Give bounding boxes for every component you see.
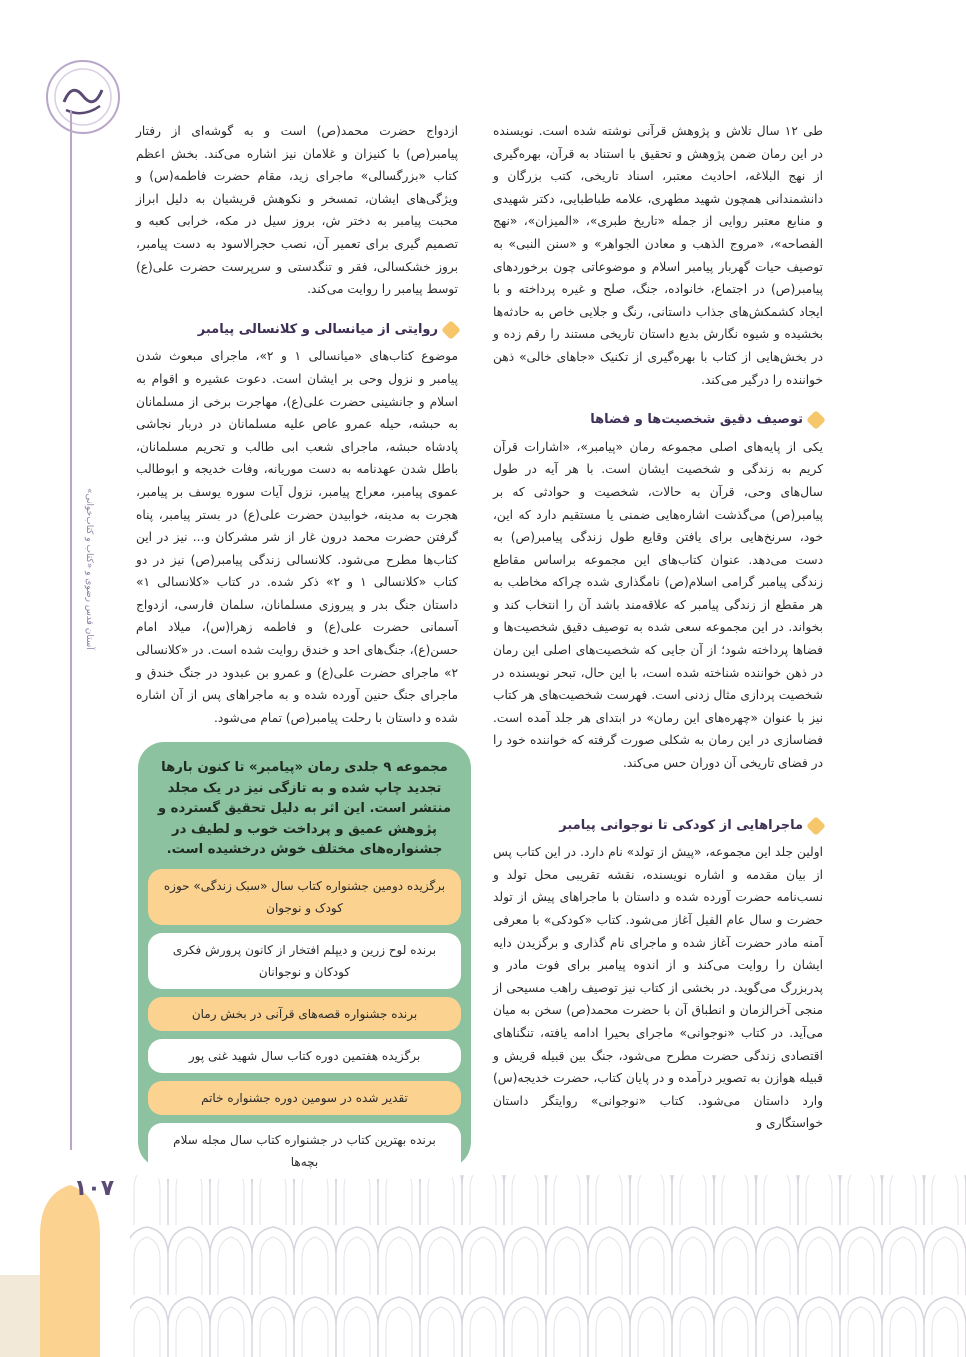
- diamond-bullet-icon: [441, 320, 461, 340]
- section-paragraph: یکی از پایه‌های اصلی مجموعه رمان «پیامبر»، «اشارات قرآن کریم به زندگی و شخصیت ایشان است. با هر آیه در طول سال‌های وحی، قرآن به حالات، شخصیت و حوادثی که بر پیامبر(ص) می‌گذشت اشاره‌هایی ضمنی یا مستقیم دارد که این، خود، سرنخ‌هایی برای یافتن وقایع طول زندگی پیامبر(ص) به دست می‌دهد. عنوان کتاب‌های این مجموعه براساس مقاطع زندگی پیامبر گرامی اسلام(ص) نامگذاری شده چراکه مخاطب به هر مقطع از زندگی پیامبر که علاقه‌مند باشد آن را انتخاب کند و بخواند. در این مجموعه سعی شده به توصیف دقیق شخصیت‌ها و فضاها پرداخته شود؛ از آن جایی که شخصیت‌های اصلی این رمان در ذهن خواننده شناخته شده است، با این حال، تبحر نویسنده در شخصیت پردازی مثال زدنی است. فهرست شخصیت‌های هر کتاب نیز با عنوان «چهره‌های این رمان» در ابتدای هر جلد آمده است. فضاسازی در این رمان به شکلی صورت گرفته که خواننده خود را در فضای تاریخی آن دوران حس می‌کند.: [493, 439, 823, 771]
- right-intro-paragraph: طی ۱۲ سال تلاش و پژوهش قرآنی نوشته شده است. نویسنده در این رمان ضمن پژوهش و تحقیق با استناد به قرآن، بهره‌گیری از نهج البلاغه، احادیث معتبر، اسناد تاریخی، کتب بزرگان و دانشمندانی همچون شهید مطهری، علامه طباطبایی، دکتر شهیدی و منابع معتبر روایی از جمله «تاریخ طبری»، «المیزان»، «نهج الفصاحه»، «مروج الذهب و معادن الجواهر» و «سنن النبی» به توصیف حیات گهربار پیامبر اسلام و موضوعاتی چون برخوردهای پیامبر(ص) در اجتماع، خانواده، جنگ، صلح و غیره پرداخته و با ایجاد کشمکش‌های جذاب داستانی، رنگ و جلایی خاص به حادثه‌ها بخشیده و شیوه نگارش بدیع داستان تاریخی مستند را رقم زده و در بخش‌هایی از کتاب با بهره‌گیری از تکنیک «جاهای خالی» ذهن خواننده را درگیر می‌کند.: [493, 124, 823, 387]
- section-paragraph: موضوع کتاب‌های «میانسالی ۱ و ۲»، ماجرای مبعوث شدن پیامبر و نزول وحی بر ایشان است. دعوت عشیره و اقوام به اسلام و جانشینی حضرت علی(ع)، مهاجرت برخی از مسلمانان به حبشه، حیله عمرو عاص علیه مسلمانان در دربار نجاشی پادشاه حبشه، ماجرای شعب ابی طالب و تحریم مسلمانان، باطل شدن عهدنامه به دست موریانه، وفات خدیجه و ابوطالب عموی پیامبر، معراج پیامبر، نزول آیات سوره یوسف بر پیامبر، هجرت به مدینه، خوابیدن حضرت علی(ع) در بستر پیامبر، پناه گرفتن حضرت محمد درون غار از شر مشرکان و... نیز در این کتاب‌ها مطرح می‌شود. کلانسالی زندگی پیامبر(ص) نیز در دو کتاب «کلانسالی ۱ و ۲» ذکر شده. در کتاب «کلانسالی ۱» داستان جنگ بدر و پیروزی مسلمانان، سلمان فارسی، ازدواج آسمانی حضرت علی(ع) و فاطمه زهرا(س)، میلاد امام حسن(ع)، جنگ‌های احد و خندق روایت شده است. در «کلانسالی ۲» ماجرای حضرت علی(ع) و عمرو بن عبدود در جنگ خندق و ماجرای جنگ حنین آورده شده و به ماجراهای پس از آن اشاره شده و داستان با رحلت پیامبر(ص) تمام می‌شود.: [136, 349, 459, 725]
- side-running-text: آستان قدس رضوی و «کتاب و کتاب‌خوانی»: [84, 488, 94, 650]
- award-item: برگزیده دومین جشنواره کتاب سال «سبک زندگی» حوزه کودک و نوجوان: [148, 869, 461, 925]
- award-item: برنده جشنواره قصه‌های قرآنی در بخش رمان: [148, 997, 461, 1031]
- awards-box: [138, 742, 471, 1168]
- section-heading: [493, 815, 823, 838]
- section-title: روایتی از میانسالی و کلانسالی پیامبر: [197, 321, 438, 337]
- diamond-bullet-icon: [806, 816, 826, 836]
- award-item: برگزیده هفتمین دوره کتاب سال شهید غنی پور: [148, 1039, 461, 1073]
- section-heading: [493, 409, 823, 432]
- magazine-logo-icon: [42, 56, 124, 138]
- award-item: برنده لوح زرین و دیپلم افتخار از کانون پرورش فکری کودکان و نوجوانان: [148, 933, 461, 989]
- page-number: ۱۰۷: [73, 1176, 115, 1201]
- left-intro-paragraph: ازدواج حضرت محمد(ص) است و به گوشه‌ای از رفتار پیامبر(ص) با کنیزان و غلامان نیز اشاره می‌کند. بخش اعظم کتاب «بزرگسالی» ماجرای زید، مقام حضرت فاطمه(س) و ویژگی‌های ایشان، تمسخر و نکوهش قریشیان به دلیل ابراز محبت پیامبر به دختر ش، بروز سیل در مکه، خرابی کعبه و تصمیم گیری برای تعمیر آن، نصب حجرالاسود به دست پیامبر، بروز خشکسالی، فقر و تنگدستی و سرپرست حضرت علی(ع) توسط پیامبر را روایت می‌کند.: [136, 124, 458, 297]
- award-item: تقدیر شده در سومین دوره جشنواره خاتم: [148, 1081, 461, 1115]
- section-paragraph: اولین جلد این مجموعه، «پیش از تولد» نام دارد. در این کتاب پس از بیان مقدمه و اشاره نویسنده، نقشه تقریبی محل تولد و نسب‌نامه حضرت آورده شده و داستان با ماجراهای پیش از تولد حضرت و سال عام الفیل آغاز می‌شود. کتاب «کودکی» با معرفی آمنه مادر حضرت آغاز شده و ماجرای نام گذاری و برگزیدن دایه ایشان را روایت می‌کند و از اندوه پیامبر برای فوت مادر و پدربزرگ می‌گوید. در بخشی از کتاب نیز توصیف راهب مسیحی از منجی آخرالزمان و انطباق آن با حضرت محمد(ص) سخن به میان می‌آید. در کتاب «نوجوانی» ماجرای بحیرا ادامه یافته، تنگناهای اقتصادی زندگی حضرت مطرح می‌شود، جنگ بین قبیله قریش و قبیله هوازن به تصویر درآمده و در پایان کتاب، حضرت خدیجه(س) وارد داستان می‌شود. کتاب «نوجوانی» روایتگر داستان خواستگاری و: [493, 845, 823, 1131]
- award-item: برنده بهترین کتاب در جشنواره کتاب سال مجله سلام بچه‌ها: [148, 1123, 461, 1179]
- diamond-bullet-icon: [806, 411, 826, 431]
- left-column: [136, 120, 458, 729]
- bottom-pattern-band: [0, 1155, 966, 1357]
- side-rule: [70, 110, 72, 1150]
- right-column: [493, 120, 823, 1135]
- awards-lead: مجموعه ۹ جلدی رمان «پیامبر» تا کنون بارها تجدید چاپ شده و به تازگی نیز در یک مجلد منتشر است. این اثر به دلیل تحقیق گسترده و پژوهش عمیق و پرداخت خوب و لطیف در جشنواره‌های مختلف خوش درخشیده است.: [157, 760, 452, 857]
- section-title: ماجراهایی از کودکی تا نوجوانی پیامبر: [559, 817, 803, 833]
- section-heading: [136, 319, 458, 342]
- section-title: توصیف دقیق شخصیت‌ها و فضاها: [590, 412, 803, 428]
